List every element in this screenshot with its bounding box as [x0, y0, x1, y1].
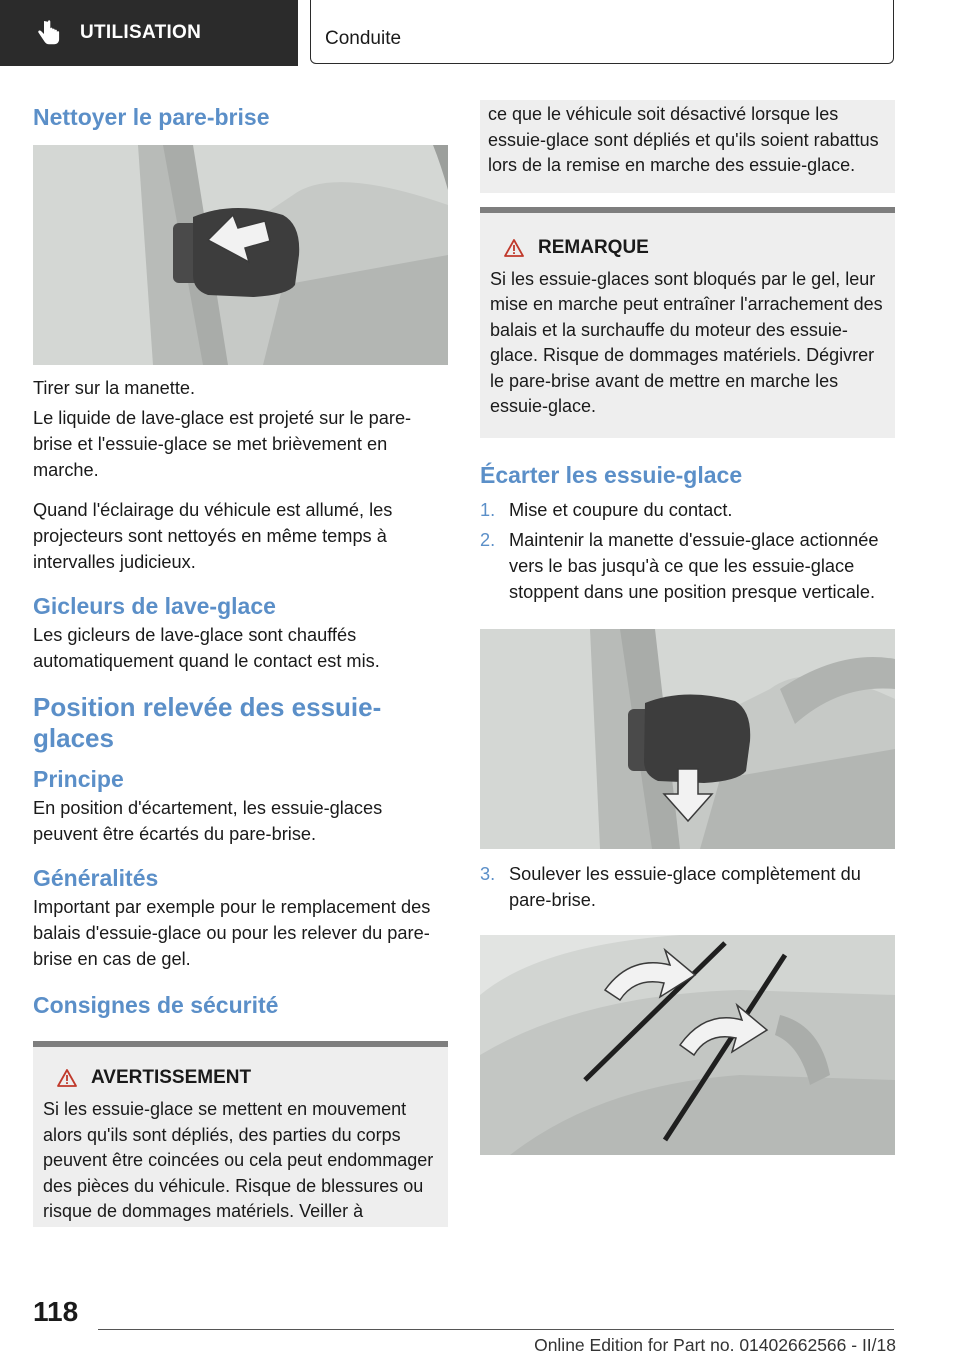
- warning-continuation-text: ce que le véhicule soit désactivé lorsque les essuie-glace sont dépliés et qu'ils soient rabattus lors de la remise en marche des essuie-glace.: [488, 104, 879, 175]
- heading-raised-position: Position relevée des essuie-glaces: [33, 692, 382, 753]
- paragraph: Le liquide de lave-glace est projeté sur le pare-brise et l'essuie-glace se met brièvement en marche.: [33, 408, 412, 480]
- list-item: [480, 527, 895, 605]
- paragraph: Important par exemple pour le remplacement des balais d'essuie-glace ou pour les relever du pare-brise en cas de gel.: [33, 897, 431, 969]
- list-item: [480, 861, 895, 913]
- paragraph: Les gicleurs de lave-glace sont chauffés automatiquement quand le contact est mis.: [33, 625, 380, 671]
- step-text: Maintenir la manette d'essuie-glace actionnée vers le bas jusqu'à ce que les essuie-glace stoppent dans une position presque verticale.: [509, 529, 879, 602]
- warning-triangle-icon: [504, 239, 524, 257]
- step-number: 2.: [480, 529, 496, 550]
- warning-triangle-icon: [57, 1069, 77, 1087]
- note-header: [504, 237, 885, 259]
- list-item: [480, 497, 895, 523]
- note-box: [480, 207, 895, 438]
- left-column: [33, 100, 448, 1227]
- paragraph: En position d'écartement, les essuie-glaces peuvent être écartés du pare-brise.: [33, 798, 383, 844]
- note-text: Si les essuie-glaces sont bloqués par le gel, leur mise en marche peut entraîner l'arrachement des balais et la surchauffe du moteur des essuie-glace. Risque de dommages matériels. Dégivrer le pare-brise avant de mettre en marche les essuie-glace.: [490, 268, 883, 416]
- steps-list: [480, 497, 895, 605]
- warning-box: [33, 1041, 448, 1227]
- paragraph: Tirer sur la manette.: [33, 378, 196, 398]
- heading-washer-jets: Gicleurs de lave-glace: [33, 593, 276, 619]
- step-number: 3.: [480, 863, 496, 884]
- heading-safety: Consignes de sécurité: [33, 992, 279, 1018]
- chapter-tab: [310, 0, 894, 64]
- paragraph: Quand l'éclairage du véhicule est allumé, les projecteurs sont nettoyés en même temps à intervalles judicieux.: [33, 500, 393, 572]
- edition-label: Online Edition for Part no. 01402662566 - II/18: [534, 1335, 896, 1355]
- warning-header: [57, 1067, 438, 1089]
- warning-text: Si les essuie-glace se mettent en mouvement alors qu'ils sont dépliés, des parties du corps peuvent être coincées ou cela peut endommager des pièces du véhicule. Risque de blessures ou risque de dommages matériels. Veiller à: [43, 1099, 434, 1221]
- step-text: Mise et coupure du contact.: [509, 499, 733, 520]
- page-number: 118: [33, 1296, 79, 1327]
- hand-pointer-icon: [34, 18, 64, 48]
- steps-list: [480, 861, 895, 913]
- right-column: [480, 100, 895, 1155]
- lever-pull-illustration: [33, 145, 448, 365]
- step-number: 1.: [480, 499, 496, 520]
- footer-divider: [98, 1329, 894, 1330]
- heading-principle: Principe: [33, 766, 124, 792]
- note-title: REMARQUE: [538, 236, 649, 258]
- wipers-raised-illustration: [480, 935, 895, 1155]
- warning-continuation-box: [480, 100, 895, 193]
- section-tab: [0, 0, 298, 66]
- warning-title: AVERTISSEMENT: [91, 1067, 252, 1088]
- step-text: Soulever les essuie-glace complètement du pare-brise.: [509, 863, 861, 910]
- heading-general: Généralités: [33, 865, 159, 891]
- heading-clean-windshield: Nettoyer le pare-brise: [33, 104, 270, 130]
- section-label: UTILISATION: [80, 22, 202, 43]
- chapter-label: Conduite: [325, 28, 402, 49]
- lever-down-illustration: [480, 629, 895, 849]
- heading-raise-wipers: Écarter les essuie-glace: [480, 461, 743, 488]
